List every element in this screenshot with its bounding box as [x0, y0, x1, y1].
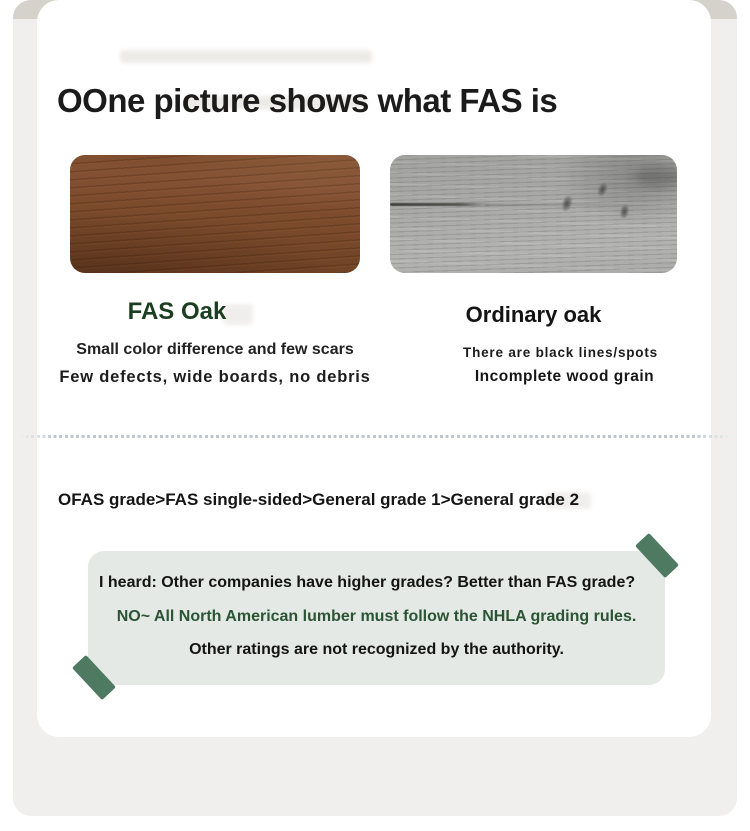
ordinary-oak-feature-1-text: There are black lines/spots [463, 345, 658, 360]
wood-crack-line [390, 203, 490, 206]
ordinary-oak-feature-2 [390, 368, 677, 386]
callout-answer-note: Other ratings are not recognized by the authority. [189, 641, 564, 658]
fas-oak-feature-1: Small color difference and few scars [76, 341, 354, 358]
wood-knot [560, 194, 575, 213]
wood-knot [595, 181, 609, 198]
callout-answer-highlight: NO~ All North American lumber must follow the NHLA grading rules. [116, 608, 637, 625]
grade-ranking-text: OFAS grade>FAS single-sided>General grade 1>General grade 2 [58, 490, 580, 509]
wood-dark-smudge [636, 167, 677, 187]
ordinary-oak-photo [390, 155, 677, 273]
content-card [37, 0, 711, 737]
fas-oak-feature-2: Few defects, wide boards, no debris [59, 368, 371, 386]
dotted-divider [20, 435, 730, 438]
fas-oak-photo [70, 155, 360, 273]
fas-oak-label-text: FAS Oak [127, 298, 227, 325]
qa-callout [88, 551, 665, 685]
ordinary-oak-feature-2-text: Incomplete wood grain [474, 368, 655, 385]
ordinary-oak-feature-1 [390, 345, 677, 360]
page-title: OOne picture shows what FAS is [57, 82, 558, 120]
fas-oak-label [70, 298, 360, 326]
ghost-watermark [120, 50, 372, 63]
wood-crack-line [485, 204, 660, 206]
ordinary-oak-label: Ordinary oak [465, 302, 602, 327]
callout-question: I heard: Other companies have higher grades? Better than FAS grade? [99, 574, 636, 591]
